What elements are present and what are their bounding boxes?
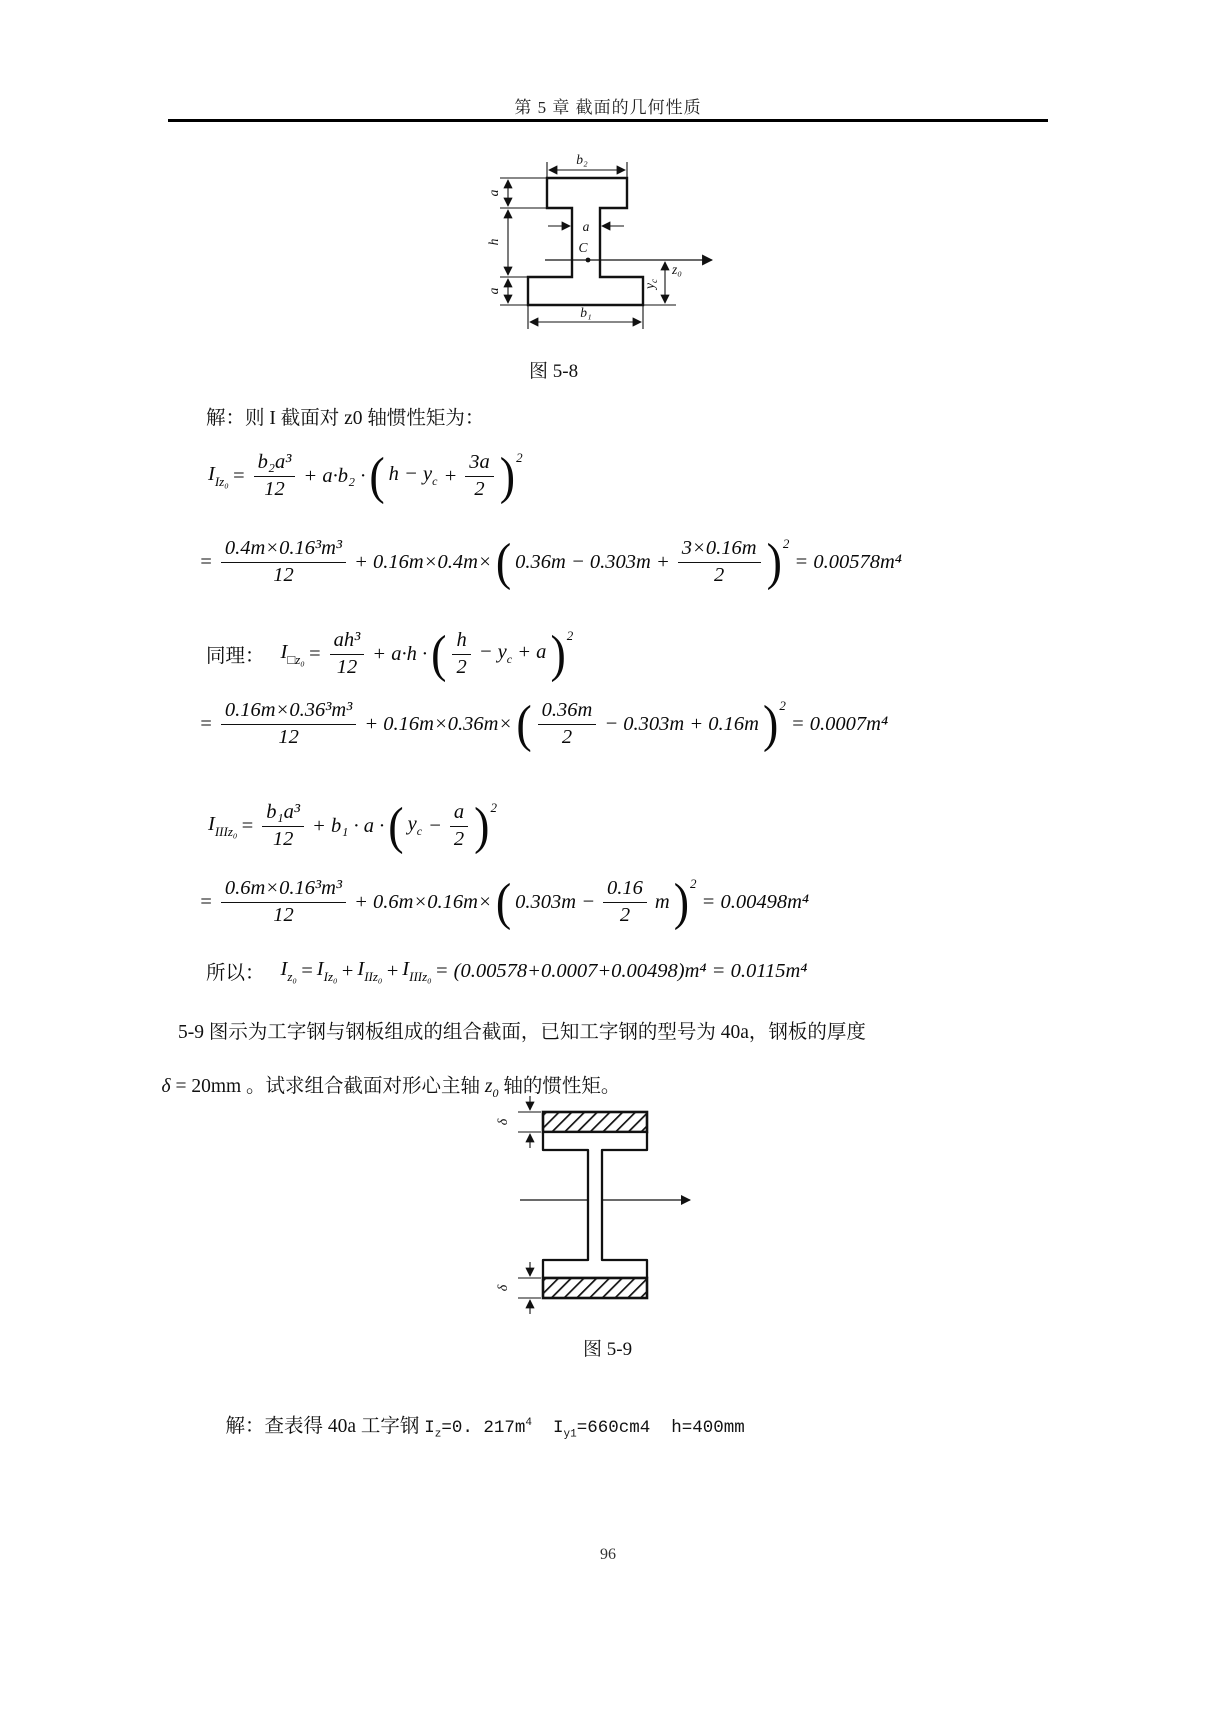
math-var: y <box>407 813 417 836</box>
denominator: 2 <box>474 477 485 500</box>
label-delta-top: δ <box>496 1118 511 1126</box>
denominator: 12 <box>278 725 299 748</box>
numerator: h <box>452 628 470 655</box>
i-beam-outline <box>543 1132 647 1278</box>
math-term: 0.303m − <box>515 890 596 913</box>
math-var: I <box>280 640 288 663</box>
math-var: I <box>208 812 215 835</box>
plus-sign: + <box>385 959 400 982</box>
fraction <box>678 536 761 588</box>
formula-6 <box>196 873 812 931</box>
equals-sign: = <box>199 890 213 913</box>
exponent: 2 <box>490 800 497 815</box>
math-term: + a <box>517 641 547 664</box>
header-rule <box>168 119 1048 122</box>
label-b2: b₂ <box>576 152 588 167</box>
solution-2-intro: 解：查表得 40a 工字钢 <box>225 1416 425 1437</box>
denominator: 2 <box>561 725 573 748</box>
steel-table-values <box>424 1417 745 1441</box>
fraction <box>603 876 647 928</box>
right-paren: ) <box>474 797 490 855</box>
formula-7 <box>206 957 810 985</box>
math-var: I <box>532 1418 564 1438</box>
formula-4 <box>196 695 891 753</box>
math-subscript: z <box>434 1428 442 1441</box>
delta-symbol: δ <box>161 1076 171 1097</box>
label-b1: b₁ <box>580 305 592 320</box>
label-delta-bottom: δ <box>496 1284 511 1292</box>
right-paren: ) <box>673 873 690 931</box>
exponent: 2 <box>566 628 574 643</box>
math-var: I <box>316 957 324 980</box>
exponent: 2 <box>516 450 523 465</box>
exponent: 2 <box>690 876 697 891</box>
numerator: 0.36m <box>538 698 597 725</box>
numerator: 0.16 <box>603 876 647 903</box>
delta-dimensions <box>518 1096 541 1314</box>
denominator: 2 <box>453 827 465 850</box>
top-steel-plate <box>543 1112 647 1132</box>
math-term: + a·b₂ · <box>303 464 366 487</box>
math-var: I <box>280 957 288 980</box>
math-term: + a·h · <box>372 642 428 665</box>
label-z0-axis: z₀ <box>672 262 682 277</box>
plus-sign: + <box>443 464 458 487</box>
suoyi-label: 所以： <box>206 963 265 984</box>
fraction <box>221 876 346 928</box>
page-number: 96 <box>600 1546 616 1563</box>
equals-sign: = <box>199 550 213 573</box>
solution-2-line <box>206 1388 745 1463</box>
fraction <box>262 800 304 852</box>
math-subscript: IIIz₀ <box>214 823 238 839</box>
exponent: 2 <box>782 536 790 551</box>
equals-sign: = <box>231 464 246 487</box>
minus-sign: − <box>428 814 442 837</box>
exponent: 4 <box>525 1417 533 1430</box>
math-subscript: Iz₀ <box>214 473 229 489</box>
solution-1-intro: 解：则 I 截面对 z0 轴惯性矩为： <box>206 408 485 429</box>
right-paren: ) <box>499 447 516 505</box>
left-paren: ( <box>495 533 512 591</box>
figure-5-9-caption: 图 5-9 <box>583 1339 633 1360</box>
denominator: 2 <box>714 563 725 586</box>
left-paren: ( <box>431 625 447 683</box>
math-term: m <box>654 890 670 913</box>
denominator: 12 <box>272 827 294 850</box>
math-subscript: IIIz₀ <box>409 968 432 984</box>
equals-sign: = <box>240 814 255 837</box>
numerator: 3a <box>465 450 494 477</box>
plus-sign: + <box>340 959 355 982</box>
tongli-label: 同理： <box>206 646 265 668</box>
left-paren: ( <box>495 873 512 931</box>
math-term: + 0.16m×0.4m× <box>354 550 492 573</box>
math-subscript: c <box>416 824 423 839</box>
exponent: 2 <box>779 698 786 713</box>
figure-5-9 <box>440 1090 740 1325</box>
z-axis-symbol: z <box>484 1076 493 1097</box>
chapter-header: 第 5 章 截面的几何性质 <box>514 98 702 117</box>
numerator: 3×0.16m <box>678 536 761 563</box>
math-result: = (0.00578+0.0007+0.00498)m⁴ = 0.0115m⁴ <box>434 959 808 982</box>
math-term: + b₁ · a · <box>312 814 385 837</box>
label-a-top: a <box>486 189 501 197</box>
formula-3 <box>206 625 575 683</box>
bottom-steel-plate <box>543 1278 647 1298</box>
math-result: = 0.0007m⁴ <box>790 712 889 735</box>
centroid-dot <box>586 258 591 263</box>
value-text: =0. 217m <box>441 1418 526 1438</box>
numerator: 0.6m×0.16³m³ <box>221 876 346 903</box>
math-term: − 0.303m + 0.16m <box>604 712 759 735</box>
fraction <box>452 628 470 680</box>
figure-5-8 <box>440 140 740 345</box>
math-term: 0.36m − 0.303m + <box>515 550 670 573</box>
denominator: 2 <box>456 655 467 678</box>
problem-5-9-line1: 5-9 图示为工字钢与钢板组成的组合截面，已知工字钢的型号为 40a，钢板的厚度 <box>178 1022 866 1043</box>
label-a-web: a <box>582 219 590 234</box>
fraction <box>221 698 356 750</box>
math-subscript: z₀ <box>287 968 297 984</box>
numerator: b₁a³ <box>262 800 304 827</box>
formula-5 <box>208 797 499 855</box>
math-subscript: c <box>432 474 438 489</box>
math-subscript: c <box>506 652 513 667</box>
left-paren: ( <box>369 447 385 505</box>
equals-sign: = <box>307 642 322 665</box>
denominator: 12 <box>273 903 294 926</box>
math-var: I <box>208 462 215 485</box>
label-a-bottom: a <box>486 287 501 295</box>
figure-5-8-caption: 图 5-8 <box>529 361 579 382</box>
math-term: + 0.16m×0.36m× <box>364 712 513 735</box>
right-paren: ) <box>762 695 779 753</box>
math-term: h − y <box>388 463 433 486</box>
math-var: I <box>357 957 365 980</box>
math-result: = 0.00498m⁴ <box>701 890 810 913</box>
fraction <box>330 628 365 680</box>
fraction <box>221 536 346 588</box>
left-paren: ( <box>388 797 404 855</box>
fraction <box>254 450 296 502</box>
left-paren: ( <box>516 695 532 753</box>
math-subscript: □z₀ <box>287 651 305 667</box>
denominator: 12 <box>273 563 294 586</box>
z-axis-subscript: 0 <box>492 1085 499 1100</box>
numerator: 0.4m×0.16³m³ <box>221 536 346 563</box>
right-paren: ) <box>550 625 566 683</box>
math-result: = 0.00578m⁴ <box>794 550 902 573</box>
fraction <box>538 698 597 750</box>
label-centroid: C <box>578 240 588 255</box>
fraction <box>465 450 494 502</box>
numerator: 0.16m×0.36³m³ <box>221 698 356 725</box>
math-subscript: Iz₀ <box>323 968 338 984</box>
right-paren: ) <box>766 533 782 591</box>
equals-sign: = <box>199 712 213 735</box>
value-text: =660cm4 h=400mm <box>576 1418 745 1438</box>
problem-text: = 20mm 。试求组合截面对形心主轴 <box>170 1076 485 1097</box>
math-subscript: y1 <box>563 1428 577 1441</box>
numerator: a <box>450 800 468 827</box>
numerator: ah³ <box>330 628 365 655</box>
math-var: I <box>402 957 410 980</box>
equals-sign: = <box>299 959 314 982</box>
label-yc: $y_c$ <box>642 279 659 289</box>
label-h: h <box>486 238 501 246</box>
numerator: b₂a³ <box>254 450 296 477</box>
math-term: − y <box>478 641 507 664</box>
denominator: 12 <box>264 477 285 500</box>
math-term: + 0.6m×0.16m× <box>354 890 492 913</box>
formula-2 <box>196 533 905 591</box>
math-var: I <box>424 1418 435 1438</box>
formula-1 <box>208 447 525 505</box>
problem-text: 轴的惯性矩。 <box>498 1076 621 1097</box>
denominator: 12 <box>336 655 358 678</box>
math-subscript: IIz₀ <box>364 968 383 984</box>
fraction <box>450 800 468 852</box>
denominator: 2 <box>619 903 631 926</box>
